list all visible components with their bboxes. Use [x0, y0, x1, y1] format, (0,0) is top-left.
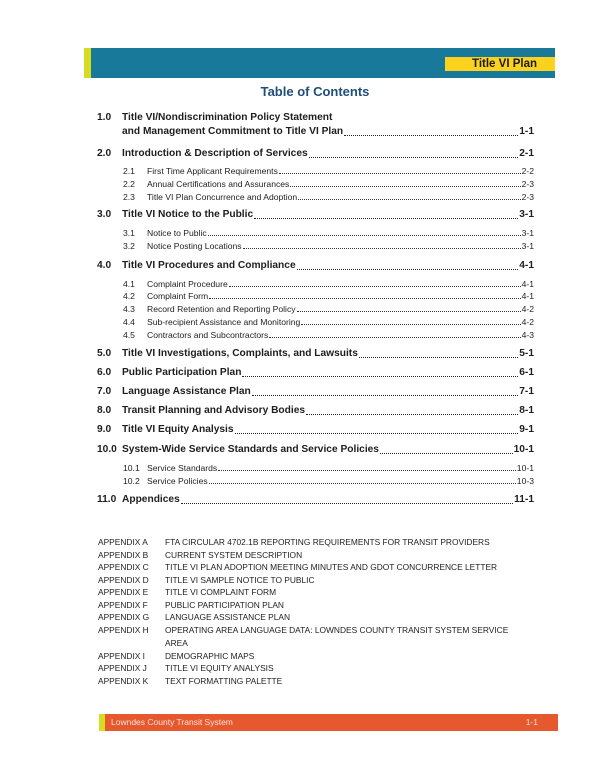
toc-section-10[interactable]: [97, 443, 534, 457]
appendix-description: TITLE VI PLAN ADOPTION MEETING MINUTES AND GDOT CONCURRENCE LETTER: [165, 562, 498, 572]
dot-leader: [209, 298, 520, 299]
section-number: 1.0: [97, 112, 112, 123]
dot-leader: [380, 453, 513, 454]
toc-subsection-3-1[interactable]: [123, 227, 534, 239]
dot-leader: [229, 286, 521, 287]
appendix-label: APPENDIX D: [98, 575, 149, 585]
subsection-number: 2.2: [123, 179, 135, 189]
dot-leader: [218, 470, 516, 471]
page-number: 2-1: [519, 148, 534, 159]
section-number: 3.0: [97, 209, 112, 220]
footer-accent-stripe: [99, 714, 105, 731]
toc-subsection-4-4[interactable]: [123, 316, 534, 328]
appendix-label: APPENDIX J: [98, 663, 147, 673]
section-number: 11.0: [97, 494, 117, 505]
toc-subsection-4-1[interactable]: [123, 278, 534, 290]
subsection-title: Complaint Procedure: [147, 279, 228, 289]
page-number: 4-3: [521, 330, 534, 340]
toc-section-2[interactable]: [97, 147, 534, 161]
section-number: 2.0: [97, 148, 112, 159]
section-number: 4.0: [97, 260, 112, 271]
page-number: 2-3: [521, 179, 534, 189]
toc-subsection-4-5[interactable]: [123, 329, 534, 341]
subsection-number: 4.3: [123, 304, 135, 314]
toc-subsection-4-2[interactable]: [123, 290, 534, 302]
section-title: Title VI Equity Analysis: [122, 424, 234, 435]
appendix-description-continued: AREA: [165, 638, 188, 648]
appendix-item-b[interactable]: [98, 549, 302, 562]
subsection-title: First Time Applicant Requirements: [147, 166, 278, 176]
toc-section-6[interactable]: [97, 366, 534, 380]
subsection-number: 2.1: [123, 166, 135, 176]
dot-leader: [254, 218, 518, 219]
section-title: Transit Planning and Advisory Bodies: [122, 405, 306, 416]
footer-page-number: 1-1: [525, 717, 538, 727]
dot-leader: [306, 414, 518, 415]
appendix-label: APPENDIX C: [98, 562, 149, 572]
appendix-description: TITLE VI COMPLAINT FORM: [165, 587, 277, 597]
subsection-title: Notice Posting Locations: [147, 241, 242, 251]
appendix-item-e[interactable]: [98, 586, 276, 599]
document-title-label: Title VI Plan: [445, 57, 555, 71]
toc-section-7[interactable]: [97, 385, 534, 399]
section-title: Appendices: [122, 494, 180, 505]
appendix-item-k[interactable]: [98, 675, 282, 688]
section-number: 9.0: [97, 424, 112, 435]
toc-section-5[interactable]: [97, 347, 534, 361]
page-number: 1-1: [519, 126, 534, 137]
footer-organization: Lowndes County Transit System: [111, 717, 233, 727]
page-number: 10-1: [513, 444, 534, 455]
appendix-description: CURRENT SYSTEM DESCRIPTION: [165, 550, 303, 560]
appendix-item-f[interactable]: [98, 599, 284, 612]
appendix-item-a[interactable]: [98, 536, 490, 549]
page-number: 4-1: [519, 260, 534, 271]
section-title: and Management Commitment to Title VI Plan: [122, 126, 344, 137]
page-number: 4-1: [521, 291, 534, 301]
appendix-item-i[interactable]: [98, 650, 254, 663]
toc-subsection-3-2[interactable]: [123, 240, 534, 252]
page-number: 9-1: [519, 424, 534, 435]
subsection-title: Annual Certifications and Assurances: [147, 179, 290, 189]
section-number: 10.0: [97, 444, 117, 455]
subsection-number: 4.4: [123, 317, 135, 327]
toc-heading: Table of Contents: [260, 84, 370, 99]
page-number: 5-1: [519, 348, 534, 359]
toc-section-8[interactable]: [97, 404, 534, 418]
subsection-number: 10.2: [123, 476, 140, 486]
dot-leader: [297, 311, 521, 312]
subsection-title: Title VI Plan Concurrence and Adoption: [147, 192, 298, 202]
appendix-item-g[interactable]: [98, 611, 290, 624]
dot-leader: [279, 173, 521, 174]
subsection-title: Service Standards: [147, 463, 218, 473]
appendix-label: APPENDIX A: [98, 537, 148, 547]
appendix-description: TITLE VI SAMPLE NOTICE TO PUBLIC: [165, 575, 315, 585]
appendix-item-h[interactable]: [98, 624, 508, 637]
page-number: 4-2: [521, 304, 534, 314]
section-number: 7.0: [97, 386, 112, 397]
page-number: 2-3: [521, 192, 534, 202]
page-number: 7-1: [519, 386, 534, 397]
subsection-number: 3.1: [123, 228, 135, 238]
dot-leader: [243, 248, 521, 249]
dot-leader: [252, 395, 519, 396]
header-accent-stripe: [84, 48, 91, 78]
subsection-title: Contractors and Subcontractors: [147, 330, 269, 340]
appendix-description: OPERATING AREA LANGUAGE DATA: LOWNDES COUNTY TRANSIT SYSTEM SERVICE: [165, 625, 509, 635]
subsection-number: 3.2: [123, 241, 135, 251]
footer-bar: [99, 714, 558, 731]
dot-leader: [344, 135, 518, 136]
appendix-description: TITLE VI EQUITY ANALYSIS: [165, 663, 274, 673]
toc-subsection-10-1[interactable]: [123, 462, 534, 474]
appendix-label: APPENDIX B: [98, 550, 149, 560]
section-title: Title VI Investigations, Complaints, and Lawsuits: [122, 348, 358, 359]
subsection-number: 2.3: [123, 192, 135, 202]
subsection-title: Record Retention and Reporting Policy: [147, 304, 296, 314]
appendix-label: APPENDIX G: [98, 612, 150, 622]
appendix-description: DEMOGRAPHIC MAPS: [165, 651, 255, 661]
dot-leader: [208, 235, 521, 236]
section-number: 6.0: [97, 367, 112, 378]
dot-leader: [235, 433, 519, 434]
dot-leader: [209, 483, 516, 484]
toc-section-11[interactable]: [97, 493, 534, 507]
page-number: 3-1: [521, 241, 534, 251]
section-title-line1: Title VI/Nondiscrimination Policy Statement: [122, 112, 333, 123]
page-number: 3-1: [521, 228, 534, 238]
section-number: 8.0: [97, 405, 112, 416]
section-title: Language Assistance Plan: [122, 386, 251, 397]
appendix-item-h-continued: [98, 637, 188, 650]
page-number: 10-3: [516, 476, 534, 486]
subsection-title: Complaint Form: [147, 291, 209, 301]
page-number: 2-2: [521, 166, 534, 176]
appendix-label: APPENDIX I: [98, 651, 146, 661]
toc-section-4[interactable]: [97, 259, 534, 273]
dot-leader: [309, 157, 519, 158]
appendix-description: PUBLIC PARTICIPATION PLAN: [165, 600, 284, 610]
appendix-label: APPENDIX K: [98, 676, 149, 686]
appendix-item-d[interactable]: [98, 574, 315, 587]
dot-leader: [301, 324, 520, 325]
toc-subsection-4-3[interactable]: [123, 303, 534, 315]
toc-subsection-2-3[interactable]: [123, 191, 534, 203]
subsection-number: 10.1: [123, 463, 140, 473]
subsection-title: Sub-recipient Assistance and Monitoring: [147, 317, 301, 327]
subsection-number: 4.2: [123, 291, 135, 301]
page-number: 10-1: [516, 463, 534, 473]
appendix-label: APPENDIX H: [98, 625, 149, 635]
page-number: 11-1: [514, 494, 534, 505]
section-number: 5.0: [97, 348, 112, 359]
page-number: 6-1: [519, 367, 534, 378]
page-number: 4-1: [521, 279, 534, 289]
dot-leader: [298, 199, 520, 200]
appendix-description: TEXT FORMATTING PALETTE: [165, 676, 283, 686]
toc-section-1-line1: [97, 111, 534, 125]
toc-section-9[interactable]: [97, 423, 534, 437]
section-title: Title VI Notice to the Public: [122, 209, 254, 220]
subsection-title: Notice to Public: [147, 228, 207, 238]
section-title: System-Wide Service Standards and Service Policies: [122, 444, 379, 455]
header-bar: [84, 48, 555, 78]
subsection-number: 4.5: [123, 330, 135, 340]
section-title: Public Participation Plan: [122, 367, 242, 378]
subsection-number: 4.1: [123, 279, 135, 289]
appendix-description: FTA CIRCULAR 4702.1B REPORTING REQUIREMENTS FOR TRANSIT PROVIDERS: [165, 537, 490, 547]
page-number: 3-1: [519, 209, 534, 220]
toc-section-1[interactable]: [97, 125, 534, 139]
dot-leader: [269, 337, 520, 338]
appendix-description: LANGUAGE ASSISTANCE PLAN: [165, 612, 291, 622]
toc-subsection-10-2[interactable]: [123, 475, 534, 487]
appendix-label: APPENDIX E: [98, 587, 149, 597]
page-number: 8-1: [519, 405, 534, 416]
dot-leader: [359, 357, 518, 358]
toc-subsection-2-2[interactable]: [123, 178, 534, 190]
toc-subsection-2-1[interactable]: [123, 165, 534, 177]
page-number: 4-2: [521, 317, 534, 327]
appendix-item-j[interactable]: [98, 662, 274, 675]
subsection-title: Service Policies: [147, 476, 208, 486]
appendix-item-c[interactable]: [98, 561, 497, 574]
dot-leader: [297, 269, 519, 270]
dot-leader: [242, 376, 518, 377]
toc-section-3[interactable]: [97, 208, 534, 222]
dot-leader: [290, 186, 520, 187]
section-title: Introduction & Description of Services: [122, 148, 308, 159]
appendix-label: APPENDIX F: [98, 600, 148, 610]
section-title: Title VI Procedures and Compliance: [122, 260, 296, 271]
dot-leader: [181, 503, 513, 504]
